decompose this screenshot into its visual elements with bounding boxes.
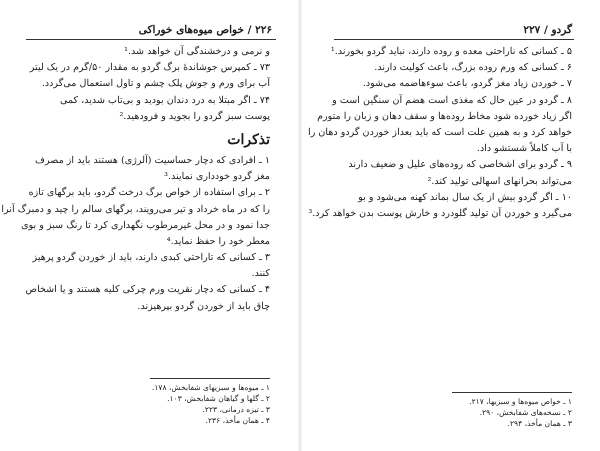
text-line: ۸ ـ گردو در عین حال که مغذی است هضم آن سنگین است و [332, 94, 572, 106]
text-line: کنند. [251, 268, 270, 280]
text-line: آب برای ورم و جوش پلک چشم و تاول استعمال می‌گردد. [41, 78, 270, 90]
text-line: می‌گیرد و خوردن آن تولید گلودرد و خارش پوست بدن خواهد کرد.³ [308, 207, 572, 219]
section-heading: تذکرات [227, 131, 270, 148]
text-line: ۷ ـ خوردن زیاد مغز گردو، باعث سوءهاضمه می‌شود. [362, 78, 572, 90]
text-line: چاق باید از خوردن گردو بپرهیزند. [137, 300, 270, 312]
text-line: و نرمی و درخشندگی آن خواهد شد.¹ [124, 46, 270, 57]
text-line: ۱ ـ افرادی که دچار حساسیت (آلرژی) هستند باید از مصرف [35, 154, 270, 166]
header-rule [334, 39, 574, 40]
footnotes [90, 382, 270, 426]
footnote-rule [452, 392, 572, 393]
footnote-rule [150, 378, 270, 379]
left-page-body [1, 44, 270, 315]
text-line: ۵ ـ کسانی که ناراحتی معده و روده دارند، نباید گردو بخورند.¹ [330, 46, 572, 57]
text-line: معطر خود را حفظ نماید.⁴ [166, 235, 270, 247]
footnote: ۴ ـ همان مأخذ، ۲۳۶. [205, 416, 270, 425]
text-line: می‌تواند بحرانهای اسهالی تولید کند.² [427, 175, 572, 187]
text-line: جدا نمود و در محل غیرمرطوب نگهداری کرد تا رنگ سبز و بوی [21, 219, 270, 231]
text-line: پوست سبز گردو را بجوید و فرودهید.² [119, 110, 270, 122]
footnote: ۳ ـ تیزه درمانی، ۲۲۳. [202, 405, 270, 414]
text-line: ۷۴ ـ اگر مبتلا به درد دندان بودید و بی‌تاب شدید، کمی [59, 94, 270, 106]
text-line: ۷۳ ـ کمپرس جوشاندهٔ برگ گردو به مقدار ۵۰/گرم در یک لیتر [29, 62, 270, 74]
text-line: ۲ ـ برای استفاده از خواص برگ درخت گردو، باید برگهای تازه [28, 187, 270, 199]
text-line: ۱۰ ـ اگر گردو بیش از یک سال بماند کهنه می‌شود و بو [358, 191, 572, 203]
running-header: ۲۲۶ / خواص میوه‌های خوراکی [138, 24, 272, 36]
footnote: ۱ ـ خواص میوه‌ها و سبزیها، ۲۱۷. [469, 397, 572, 406]
text-line: اگر زیاد خورده شود مخاط روده‌ها و سقف دهان و زبان را متورم [317, 110, 572, 122]
text-line: مغز گردو خودداری نمایند.³ [164, 171, 270, 183]
footnote: ۲ ـ نسخه‌های شفابخش، ۲۹۰. [479, 408, 572, 417]
footnotes [392, 396, 572, 429]
text-line: ۴ ـ کسانی که دچار نقریت ورم چرکی کلیه هستند و یا اشخاص [25, 284, 270, 296]
right-page [300, 0, 600, 451]
text-line: با آب کاملاً شستشو داد. [476, 143, 572, 155]
text-line: را که در ماه خرداد و تیر می‌رویند، برگهای سالم را چید و دمبرگ آنرا [1, 203, 270, 215]
footnote: ۲ ـ گلها و گیاهان شفابخش، ۱۰۳. [167, 394, 270, 403]
text-line: ۹ ـ گردو برای اشخاصی که روده‌های علیل و ضعیف دارند [348, 159, 572, 171]
text-line: ۳ ـ کسانی که تاراحتی کبدی دارند، باید از خوردن گردو پرهیز [32, 252, 270, 264]
header-rule [26, 39, 276, 40]
footnote: ۳ ـ همان مأخذ، ۲۹۴. [507, 419, 572, 428]
text-line: خواهد کرد و به همین علت است که باید بعداز خوردن گردو دهان را [308, 126, 572, 138]
text-line: ۶ ـ کسانی که ورم روده بزرگ، باعث کولیت دارند. [374, 62, 572, 74]
footnote: ۱ ـ میوه‌ها و سبزیهای شفابخش، ۱۷۸. [151, 383, 270, 392]
running-header: گردو / ۲۲۷ [523, 24, 572, 36]
right-page-body [308, 44, 572, 222]
